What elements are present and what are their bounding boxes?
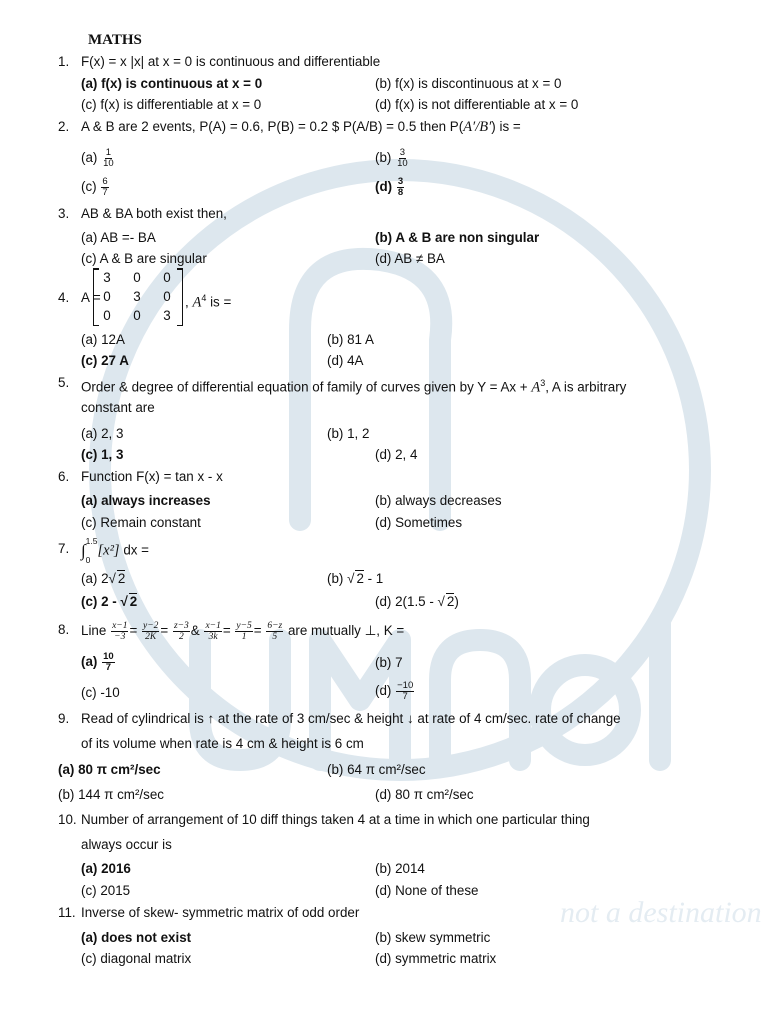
q3-text: AB & BA both exist then,: [81, 206, 227, 221]
q3-number: 3.: [58, 206, 70, 221]
q4-matrix: [93, 268, 183, 326]
matrix-cell: 0: [133, 270, 141, 285]
q9-option-b: (b) 64 π cm²/sec: [327, 762, 426, 777]
q9-option-c: (b) 144 π cm²/sec: [58, 787, 164, 802]
q8-text: Line $\frac{x-1}{-3}$ = $\frac{y-2}{2K}$ = $\frac{z-3}{2}$ & $\frac{x-1}{3k}$ = $\frac{y-5}{1}$ = $\frac{6-z}{5}$ are mutually ⊥, K =: [81, 621, 405, 642]
q11-option-b: (b) skew symmetric: [375, 930, 491, 945]
watermark-text: not a destination: [560, 896, 762, 929]
q8-number: 8.: [58, 622, 70, 637]
q4-option-a: (a) 12A: [81, 332, 125, 347]
q4-number: 4.: [58, 290, 70, 305]
q7-text: ∫ 1.5 0 [x²] dx =: [81, 536, 149, 565]
q10-text-line2: always occur is: [81, 837, 172, 852]
q8-option-d: (d) $\frac{-10}{7}$: [375, 680, 414, 702]
q9-option-d: (d) 80 π cm²/sec: [375, 787, 474, 802]
q5-option-c: (c) 1, 3: [81, 447, 124, 462]
q2-option-a: (a) $\frac{1}{10}$: [81, 147, 114, 169]
q5-option-b: (b) 1, 2: [327, 426, 370, 441]
matrix-cell: 0: [163, 289, 171, 304]
q2-number: 2.: [58, 119, 70, 134]
q10-number: 10.: [58, 812, 77, 827]
q1-option-a: (a) f(x) is continuous at x = 0: [81, 76, 263, 91]
q4-lead: A =: [81, 290, 101, 305]
q4-option-d: (d) 4A: [327, 353, 364, 368]
q8-option-b: (b) 7: [375, 655, 403, 670]
matrix-cell: 0: [103, 308, 111, 323]
q6-option-d: (d) Sometimes: [375, 515, 463, 530]
matrix-cell: 3: [133, 289, 141, 304]
q10-option-c: (c) 2015: [81, 883, 131, 898]
q2-option-c: (c) $\frac{6}{7}$: [81, 176, 108, 198]
q11-number: 11.: [58, 905, 76, 920]
q7-option-d: (d) 2(1.5 - √ 2): [375, 594, 459, 609]
q1-text: F(x) = x |x| at x = 0 is continuous and differentiable: [81, 54, 381, 69]
q1-option-c: (c) f(x) is differentiable at x = 0: [81, 97, 262, 112]
q1-option-b: (b) f(x) is discontinuous at x = 0: [375, 76, 562, 91]
q5-text-line2: constant are: [81, 400, 155, 415]
q5-number: 5.: [58, 375, 70, 390]
q2-option-d: (d) $\frac{3}{8}$: [375, 176, 404, 198]
q5-text: Order & degree of differential equation of family of curves given by $Y = Ax + A^3$, A is arbitrary: [81, 378, 627, 396]
q4-tail: , $A^4$ is =: [185, 293, 232, 311]
q6-option-c: (c) Remain constant: [81, 515, 201, 530]
q6-option-a: (a) always increases: [81, 493, 211, 508]
q2-text: A & B are 2 events, P(A) = 0.6, P(B) = 0.2 $ P(A/B) = 0.5 then P(A′/B′) is =: [81, 119, 521, 135]
matrix-cell: 0: [163, 270, 171, 285]
matrix-cell: 0: [133, 308, 141, 323]
q4-option-b: (b) 81 A: [327, 332, 374, 347]
q7-option-c: (c) 2 - √ 2: [81, 594, 138, 609]
q11-option-a: (a) does not exist: [81, 930, 192, 945]
q9-text-line2: of its volume when rate is 4 cm & height is 6 cm: [81, 736, 364, 751]
q7-option-a: (a) 2√ 2: [81, 571, 126, 586]
q2-option-b: (b) $\frac{3}{10}$: [375, 147, 408, 169]
matrix-cell: 0: [103, 289, 111, 304]
q10-option-a: (a) 2016: [81, 861, 131, 876]
q10-option-d: (d) None of these: [375, 883, 479, 898]
q9-option-a: (a) 80 π cm²/sec: [58, 762, 161, 777]
q9-text: Read of cylindrical is ↑ at the rate of 3 cm/sec & height ↓ at rate of 4 cm/sec. rate of change: [81, 711, 621, 726]
q11-option-c: (c) diagonal matrix: [81, 951, 192, 966]
q1-number: 1.: [58, 54, 70, 69]
q5-option-d: (d) 2, 4: [375, 447, 418, 462]
q1-option-d: (d) f(x) is not differentiable at x = 0: [375, 97, 579, 112]
q3-option-b: (b) A & B are non singular: [375, 230, 540, 245]
q6-number: 6.: [58, 469, 70, 484]
q11-option-d: (d) symmetric matrix: [375, 951, 497, 966]
q4-option-c: (c) 27 A: [81, 353, 129, 368]
q3-option-d: (d) AB ≠ BA: [375, 251, 445, 266]
q9-number: 9.: [58, 711, 70, 726]
q11-text: Inverse of skew- symmetric matrix of odd order: [81, 905, 360, 920]
page-title: MATHS: [88, 32, 142, 48]
matrix-cell: 3: [103, 270, 111, 285]
q6-text: Function F(x) = tan x - x: [81, 469, 223, 484]
q7-option-b: (b) √ 2 - 1: [327, 571, 384, 586]
q3-option-a: (a) AB =- BA: [81, 230, 156, 245]
q7-number: 7.: [58, 541, 70, 556]
q3-option-c: (c) A & B are singular: [81, 251, 207, 266]
q8-option-c: (c) -10: [81, 685, 120, 700]
q6-option-b: (b) always decreases: [375, 493, 502, 508]
q10-option-b: (b) 2014: [375, 861, 425, 876]
q5-option-a: (a) 2, 3: [81, 426, 124, 441]
q8-option-a: (a) $\frac{10}{7}$: [81, 651, 114, 673]
q10-text: Number of arrangement of 10 diff things taken 4 at a time in which one particular thing: [81, 812, 590, 827]
matrix-cell: 3: [163, 308, 171, 323]
